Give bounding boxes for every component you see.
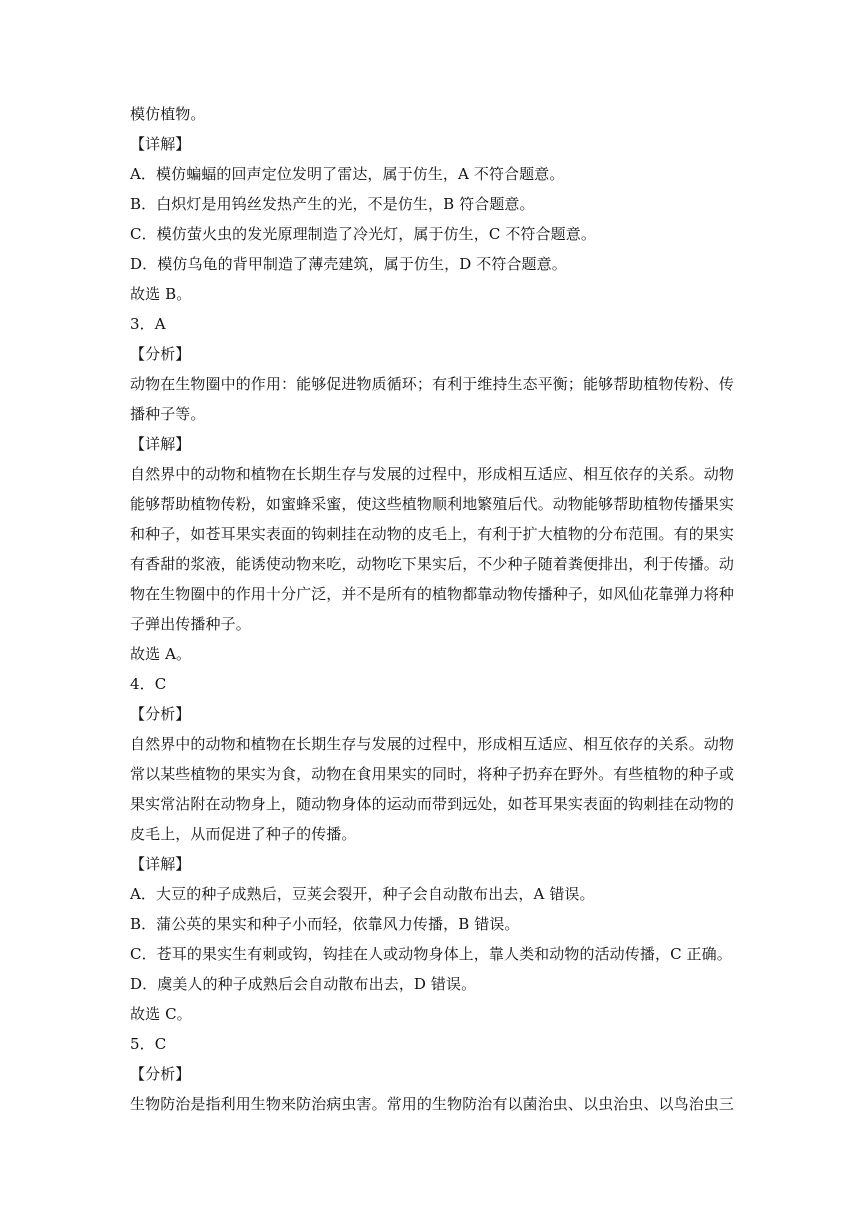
paragraph	[130, 729, 734, 849]
option-line: A．大豆的种子成熟后，豆荚会裂开，种子会自动散布出去，A 错误。	[130, 885, 595, 903]
question-number: 4．C	[130, 675, 167, 693]
text-line: 皮毛上，从而促进了种子的传播。	[130, 825, 357, 843]
text-line: 动物在生物圈中的作用：能够促进物质循环；有利于维持生态平衡；能够帮助植物传粉、传	[130, 375, 735, 393]
text-line: 生物防治是指利用生物来防治病虫害。常用的生物防治有以菌治虫、以虫治虫、以鸟治虫三	[130, 1095, 735, 1113]
answer-line: 故选 C。	[130, 1005, 192, 1023]
option-line: C．苍耳的果实生有刺或钩，钩挂在人或动物身体上，靠人类和动物的活动传播，C 正确。	[130, 945, 732, 963]
option-line: B．白炽灯是用钨丝发热产生的光，不是仿生，B 符合题意。	[130, 195, 535, 213]
option-line: B．蒲公英的果实和种子小而轻，依靠风力传播，B 错误。	[130, 915, 520, 933]
section-heading-analysis: 【分析】	[130, 1065, 191, 1083]
text-line: 和种子，如苍耳果实表面的钩刺挂在动物的皮毛上，有利于扩大植物的分布范围。有的果实	[130, 525, 735, 543]
section-heading-detail: 【详解】	[130, 855, 191, 873]
answer-line: 故选 A。	[130, 645, 192, 663]
option-line: D．虞美人的种子成熟后会自动散布出去，D 错误。	[130, 975, 477, 993]
text-line: 播种子等。	[130, 405, 206, 423]
text-line: 模仿植物。	[130, 105, 206, 123]
text-line: 自然界中的动物和植物在长期生存与发展的过程中，形成相互适应、相互依存的关系。动物	[130, 735, 735, 753]
paragraph	[130, 369, 734, 429]
question-number: 5．C	[130, 1035, 167, 1053]
document-body	[130, 99, 734, 1119]
option-line: D．模仿乌龟的背甲制造了薄壳建筑，属于仿生，D 不符合题意。	[130, 255, 567, 273]
question-number: 3．A	[130, 315, 166, 333]
paragraph	[130, 1089, 734, 1119]
section-heading-analysis: 【分析】	[130, 345, 191, 363]
paragraph	[130, 459, 734, 639]
answer-line: 故选 B。	[130, 285, 192, 303]
text-line: 有香甜的浆液，能诱使动物来吃，动物吃下果实后，不少种子随着粪便排出，利于传播。动	[130, 555, 735, 573]
text-line: 自然界中的动物和植物在长期生存与发展的过程中，形成相互适应、相互依存的关系。动物	[130, 465, 735, 483]
text-line: 果实常沾附在动物身上，随动物身体的运动而带到远处，如苍耳果实表面的钩刺挂在动物的	[130, 795, 735, 813]
section-heading-analysis: 【分析】	[130, 705, 191, 723]
text-line: 子弹出传播种子。	[130, 615, 251, 633]
section-heading-detail: 【详解】	[130, 135, 191, 153]
option-line: C．模仿萤火虫的发光原理制造了冷光灯，属于仿生，C 不符合题意。	[130, 225, 596, 243]
text-line: 能够帮助植物传粉，如蜜蜂采蜜，使这些植物顺利地繁殖后代。动物能够帮助植物传播果实	[130, 495, 735, 513]
section-heading-detail: 【详解】	[130, 435, 191, 453]
text-line: 物在生物圈中的作用十分广泛，并不是所有的植物都靠动物传播种子，如风仙花靠弹力将种	[130, 585, 735, 603]
option-line: A．模仿蝙蝠的回声定位发明了雷达，属于仿生，A 不符合题意。	[130, 165, 565, 183]
text-line: 常以某些植物的果实为食，动物在食用果实的同时，将种子扔弃在野外。有些植物的种子或	[130, 765, 735, 783]
